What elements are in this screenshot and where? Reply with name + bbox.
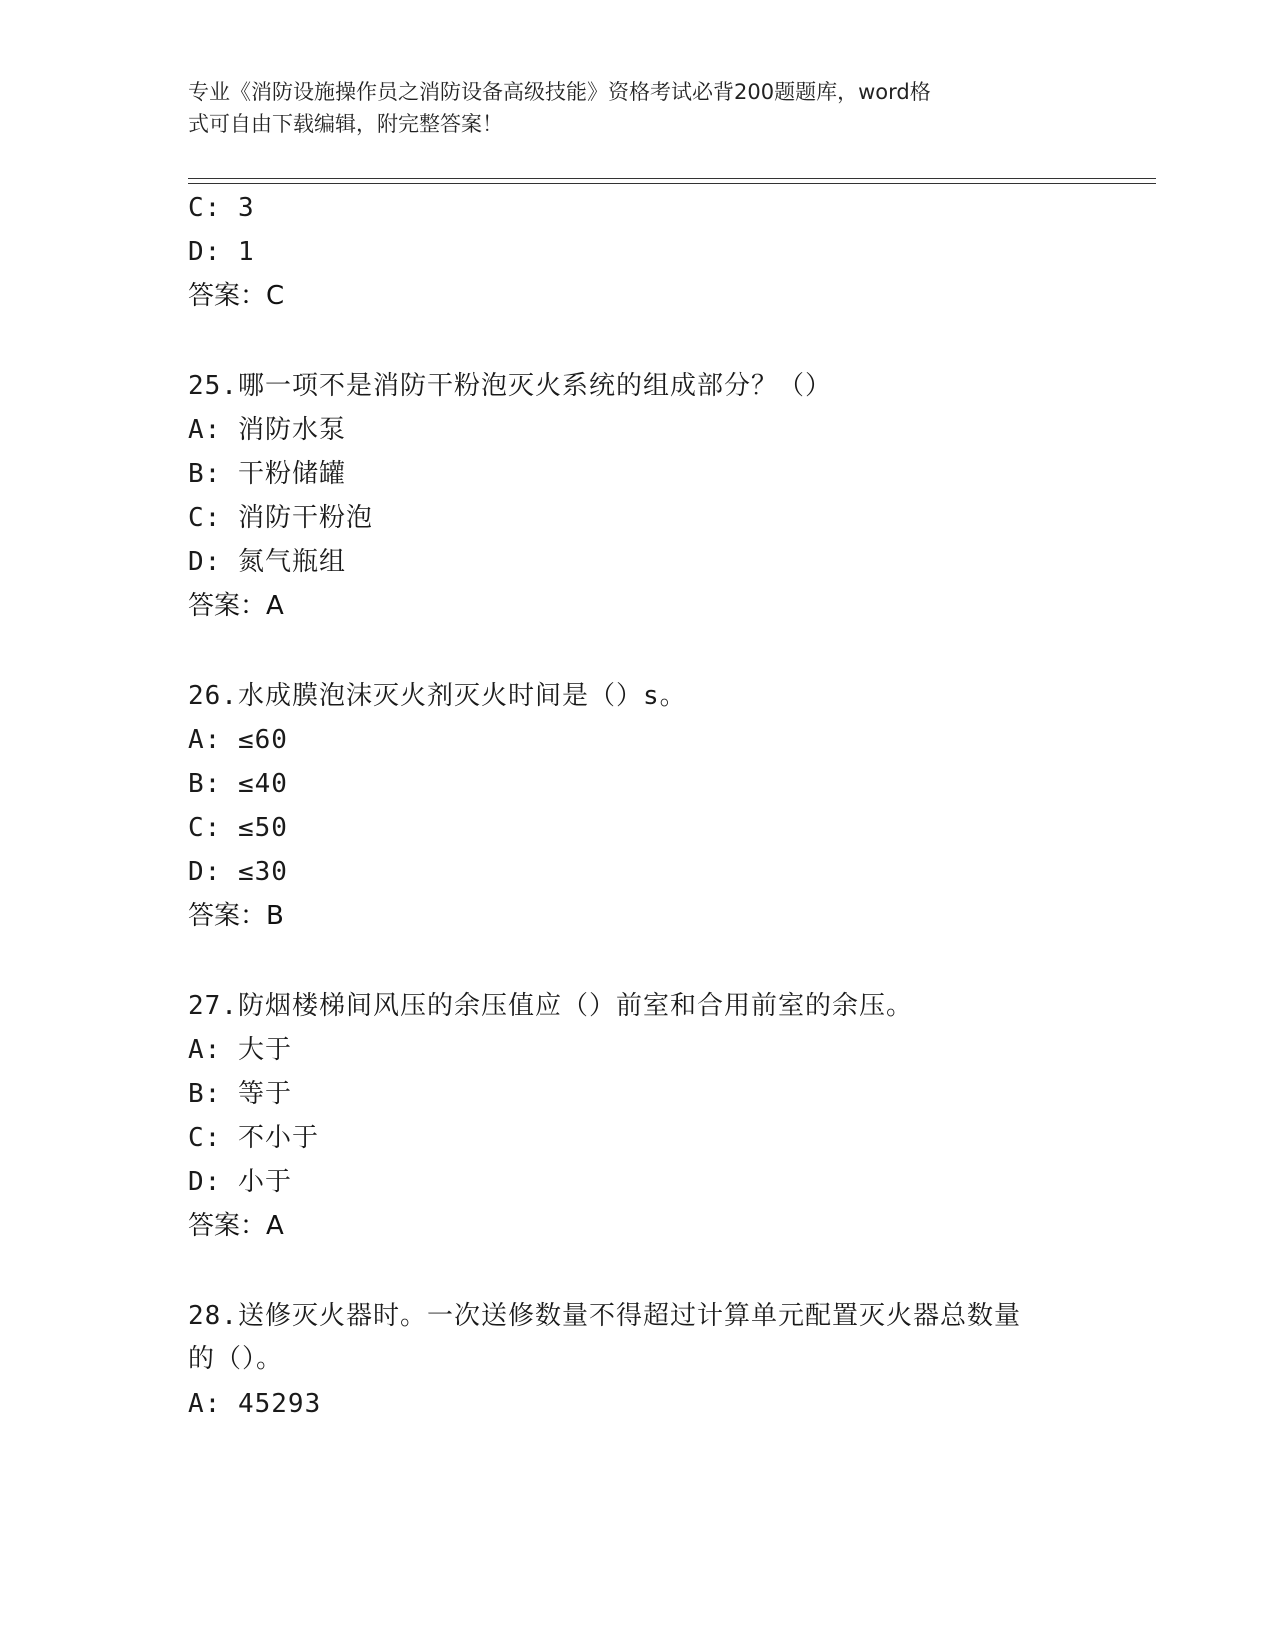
question-26-stem: 26.水成膜泡沫灭火剂灭火时间是（）s。 [188,681,687,711]
question-27-answer: 答案：A [188,1211,284,1241]
question-26-option-a: A: ≤60 [188,725,288,755]
question-25-stem: 25.哪一项不是消防干粉泡灭火系统的组成部分？（） [188,371,832,401]
header-divider-top [188,178,1156,179]
question-26-option-d: D: ≤30 [188,857,288,887]
question-27-option-b: B: 等于 [188,1079,292,1109]
question-27-stem: 27.防烟楼梯间风压的余压值应（）前室和合用前室的余压。 [188,991,913,1021]
question-25-option-d: D: 氮气瓶组 [188,547,346,577]
question-28-stem-line-2: 的（）。 [188,1344,284,1374]
prev-answer: 答案：C [188,281,285,311]
prev-option-d: D: 1 [188,237,255,267]
question-26-option-b: B: ≤40 [188,769,288,799]
question-25-option-a: A: 消防水泵 [188,415,346,445]
header-line-2: 式可自由下载编辑，附完整答案！ [188,112,503,136]
prev-option-c: C: 3 [188,193,255,223]
question-27-option-a: A: 大于 [188,1035,292,1065]
question-25-option-c: C: 消防干粉泡 [188,503,373,533]
question-26-answer: 答案：B [188,901,284,931]
header-line-1: 专业《消防设施操作员之消防设备高级技能》资格考试必背200题题库，word格 [188,80,931,104]
question-28-stem-line-1: 28.送修灭火器时。一次送修数量不得超过计算单元配置灭火器总数量 [188,1301,1021,1331]
question-25-answer: 答案：A [188,591,284,621]
question-27-option-c: C: 不小于 [188,1123,319,1153]
question-28-option-a: A: 45293 [188,1389,322,1419]
header-divider-bottom [188,183,1156,184]
document-header [188,76,1068,140]
question-25-option-b: B: 干粉储罐 [188,459,346,489]
question-26-option-c: C: ≤50 [188,813,288,843]
question-27-option-d: D: 小于 [188,1167,292,1197]
